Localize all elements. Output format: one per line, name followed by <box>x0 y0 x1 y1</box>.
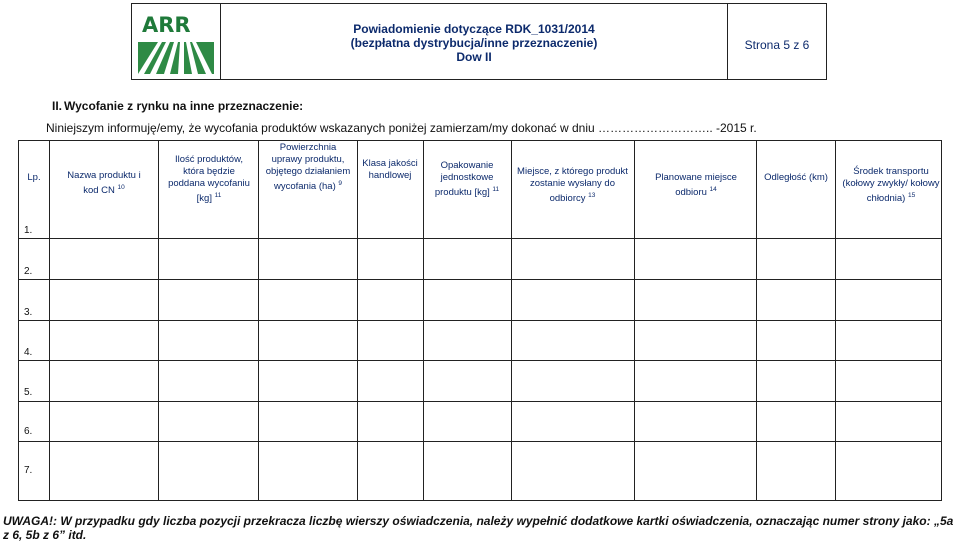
declaration-text: Niniejszym informuję/emy, że wycofania produktów wskazanych poniżej zamierzam/my dokonać w dniu ……………………….. -2015 r. <box>46 121 757 135</box>
withdrawal-table <box>18 140 942 501</box>
warning-note: UWAGA!: W przypadku gdy liczba pozycji przekracza liczbę wierszy oświadczenia, należy wypełnić dodatkowe kartki oświadczenia, oznaczając numer strony jako: „5a z 6, 5b z 6” itd. <box>3 514 954 542</box>
document-header <box>131 3 827 80</box>
logo-text: ARR <box>142 13 191 37</box>
section-number: II. <box>52 99 63 113</box>
row-number: 2. <box>24 266 33 277</box>
col-header-quantity: Ilość produktów, która będzie poddana wycofaniu [kg] $^{11}$ <box>168 154 250 205</box>
arr-logo-icon <box>138 10 214 40</box>
col-header-transport: Środek transportu (kołowy zwykły/ kołowy chłodnia) $^{15}$ <box>842 166 940 205</box>
col-header-dispatch-place: Miejsce, z którego produkt zostanie wysłany do odbiorcy $^{13}$ <box>517 166 628 205</box>
logo-cell <box>132 4 221 79</box>
col-header-packaging: Opakowanie jednostkowe produktu [kg] $^{11}$ <box>434 160 500 199</box>
col-header-lp: Lp. <box>27 172 41 183</box>
header-title-line2: (bezpłatna dystrybucja/inne przeznaczenie) <box>350 36 598 50</box>
row-number: 6. <box>24 426 33 437</box>
field-stripes-icon <box>138 42 214 74</box>
row-number: 1. <box>24 225 33 236</box>
header-title-line3: Dow II <box>456 50 492 64</box>
page-number: Strona 5 z 6 <box>744 38 810 52</box>
page-number-cell <box>727 4 826 79</box>
row-number: 7. <box>24 465 33 476</box>
section-title: Wycofanie z rynku na inne przeznaczenie: <box>64 99 304 113</box>
col-header-name: Nazwa produktu i kod CN $^{10}$ <box>67 170 141 197</box>
header-title-line1: Powiadomienie dotyczące RDK_1031/2014 <box>353 22 595 36</box>
row-number: 4. <box>24 347 33 358</box>
row-number: 3. <box>24 307 33 318</box>
col-header-class: Klasa jakości handlowej <box>362 158 418 181</box>
col-header-distance: Odległość (km) <box>764 172 828 183</box>
header-title <box>220 22 728 64</box>
col-header-pickup-place: Planowane miejsce odbioru $^{14}$ <box>655 172 737 199</box>
row-number: 5. <box>24 387 33 398</box>
col-header-area: Powierzchnia uprawy produktu, objętego działaniem wycofania (ha) $^9$ <box>265 142 351 193</box>
